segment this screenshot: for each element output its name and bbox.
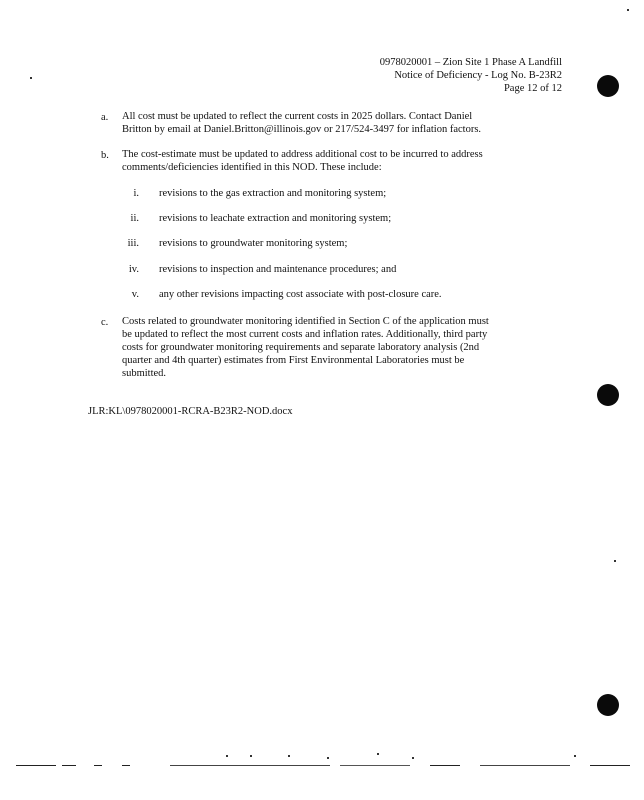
- item-c-line-1: Costs related to groundwater monitoring identified in Section C of the application must: [122, 316, 489, 327]
- scan-speck: [412, 757, 414, 759]
- item-c-label: c.: [101, 317, 109, 328]
- punch-hole-bottom: [597, 694, 619, 716]
- scan-speck: [574, 755, 576, 757]
- item-b-line-2: comments/deficiencies identified in this NOD. These include:: [122, 162, 382, 173]
- scan-speck: [627, 9, 629, 11]
- sub-item-iii-text: revisions to groundwater monitoring system;: [159, 238, 348, 249]
- scan-speck: [340, 765, 410, 766]
- sub-item-i-number: i.: [133, 188, 139, 199]
- scan-speck: [377, 753, 379, 755]
- scan-speck: [614, 560, 616, 562]
- scan-speck: [327, 757, 329, 759]
- punch-hole-middle: [597, 384, 619, 406]
- scan-speck: [30, 77, 32, 79]
- scan-speck: [62, 765, 76, 766]
- scan-speck: [430, 765, 460, 766]
- punch-hole-top: [597, 75, 619, 97]
- item-c-line-3: costs for groundwater monitoring requirements and separate laboratory analysis (2nd: [122, 342, 480, 353]
- scan-speck: [480, 765, 570, 766]
- header-project-line: 0978020001 – Zion Site 1 Phase A Landfill: [379, 57, 562, 68]
- header-notice-line: Notice of Deficiency - Log No. B-23R2: [394, 70, 562, 81]
- scan-speck: [226, 755, 228, 757]
- item-c-line-2: be updated to reflect the most current costs and inflation rates. Additionally, third party: [122, 329, 488, 340]
- item-a-line-2: Britton by email at Daniel.Britton@illinois.gov or 217/524-3497 for inflation factors.: [122, 124, 482, 135]
- item-b-line-1: The cost-estimate must be updated to address additional cost to be incurred to address: [122, 149, 483, 160]
- item-b-label: b.: [101, 150, 109, 161]
- item-c-line-4: quarter and 4th quarter) estimates from First Environmental Laboratories must be: [122, 355, 465, 366]
- sub-item-iv-text: revisions to inspection and maintenance procedures; and: [159, 264, 397, 275]
- sub-item-iv-number: iv.: [128, 264, 139, 275]
- scan-speck: [16, 765, 56, 766]
- sub-item-ii-text: revisions to leachate extraction and monitoring system;: [159, 213, 392, 224]
- item-a-label: a.: [101, 112, 109, 123]
- sub-item-ii-number: ii.: [130, 213, 139, 224]
- scan-speck: [590, 765, 630, 766]
- item-c-line-5: submitted.: [122, 368, 167, 379]
- scan-speck: [288, 755, 290, 757]
- scan-speck: [250, 755, 252, 757]
- header-page-number: Page 12 of 12: [503, 83, 562, 94]
- sub-item-i-text: revisions to the gas extraction and monitoring system;: [159, 188, 387, 199]
- sub-item-iii-number: iii.: [127, 238, 139, 249]
- sub-item-v-number: v.: [131, 289, 139, 300]
- sub-item-v-text: any other revisions impacting cost associate with post-closure care.: [159, 289, 442, 300]
- scan-speck: [94, 765, 102, 766]
- scan-speck: [122, 765, 130, 766]
- document-file-reference: JLR:KL\0978020001-RCRA-B23R2-NOD.docx: [88, 406, 293, 417]
- item-a-line-1: All cost must be updated to reflect the current costs in 2025 dollars. Contact Daniel: [122, 111, 473, 122]
- scan-speck: [170, 765, 330, 766]
